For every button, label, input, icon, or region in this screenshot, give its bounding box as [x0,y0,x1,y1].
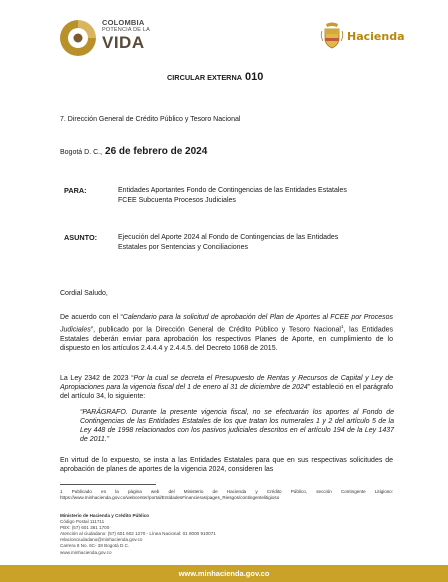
asunto-line-2: Estatales por Sentencias y Conciliaciones [118,244,248,251]
date-place: Bogotá D. C., [60,149,103,156]
circular-number: 010 [245,71,264,83]
circular-title [167,73,297,82]
contact-line: www.minhacienda.gov.co [60,549,112,555]
paragrafo-quote: “PARÁGRAFO. Durante la presente vigencia fiscal, no se efectuarán los aportes al Fondo de Contingencias de las Entidades Estatales de los que tratan los numerales 1 y 2 del artículo 5 de la Ley 448 de 1998 relacionados con los pasivos judiciales descritos en el artículo 194 de la Ley 1437 de 2011.” [80,409,394,444]
asunto-label: ASUNTO: [64,233,98,242]
p2-text-pre: La Ley 2342 de 2023 “ [60,375,134,382]
asunto-line-1: Ejecución del Aporte 2024 al Fondo de Contingencias de las Entidades [118,234,339,241]
date-value: 26 de febrero de 2024 [105,146,208,157]
paragraph-1 [60,313,393,353]
colombia-logo-mark-icon [58,18,98,58]
para-line-2: FCEE Subcuenta Procesos Judiciales [118,197,236,204]
p2-text-post: ” estableció en el parágrafo del artículo 34, lo siguiente: [60,384,393,401]
date-line [60,147,390,157]
letterhead [0,12,448,58]
colombia-potencia-de-la-vida-logo [58,18,168,58]
para-line-1: Entidades Aportantes Fondo de Contingencias de las Entidades Estatales [118,187,347,194]
logo-wordmark [102,19,172,52]
paragraph-3: En virtud de lo expuesto, se insta a las Entidades Estatales para que en sus respectivas solicitudes de aprobación de planes de aportes de la vigencia 2024, consideren las [60,457,393,474]
asunto-value [118,233,398,253]
footer-bar [0,565,448,582]
p1-italic-title: Calendario para la solicitud de aprobación del Plan de Aportes al FCEE por Procesos Judiciales [60,314,393,334]
contact-line: Código Postal 111711 [60,519,105,525]
footnote: 1 Publicado en la página web del Ministerio de Hacienda y Crédito Público, sección Contingente Litigioso: https://www.minhacienda.gov.co/webcenter/portal/EntidadesFinancieras/pages_Riesgos/contingentelitigioso [60,489,393,500]
contact-line: relacionciudadano@minhacienda.gov.co [60,537,143,543]
contact-line: Atención al ciudadano: (57) 601 602 1270 - Línea Nacional: 01 8000 910071 [60,531,216,537]
footnote-ref: 1 [340,324,344,330]
p1-text-pre: De acuerdo con el “ [60,314,123,321]
para-label: PARA: [64,186,87,195]
ministry-contact-block [60,513,260,556]
footnote-divider [60,484,156,485]
contact-line: PBX: (57) 601 381 1700 [60,525,110,531]
hacienda-wordmark: Hacienda [347,30,405,43]
hacienda-logo [320,22,410,52]
logo-line-vida: VIDA [102,33,145,52]
paragraph-2 [60,374,393,401]
para-value [118,186,398,206]
p2-italic-title: Por la cual se decreta el Presupuesto de Rentas y Recursos de Capital y Ley de Apropiaciones para la vigencia fiscal del 1 de enero al 31 de diciembre de 2024 [60,375,394,392]
contact-title: Ministerio de Hacienda y Crédito Público [60,513,150,518]
issuing-office: 7. Dirección General de Crédito Público y Tesoro Nacional [60,116,241,123]
circular-label: CIRCULAR EXTERNA [167,73,242,82]
logo-line-colombia: COLOMBIA [102,18,145,27]
footer-url[interactable]: www.minhacienda.gov.co [178,569,270,578]
coat-of-arms-icon [320,22,344,50]
p1-text-post: , las Entidades Estatales deberán enviar para aprobación los respectivos Planes de Aporte, en cumplimiento de lo dispuesto en los artículos 2.4.4.4 y 2.4.4.5. del Decreto 1068 de 2015. [60,326,394,352]
logo-line-potencia: POTENCIA DE LA [102,27,151,33]
greeting: Cordial Saludo, [60,290,108,297]
p1-text-mid: ”, publicado por la Dirección General de Crédito Público y Tesoro Nacional [90,326,341,334]
contact-line: Carrera 8 No. 6C- 38 Bogotá D.C. [60,543,130,549]
